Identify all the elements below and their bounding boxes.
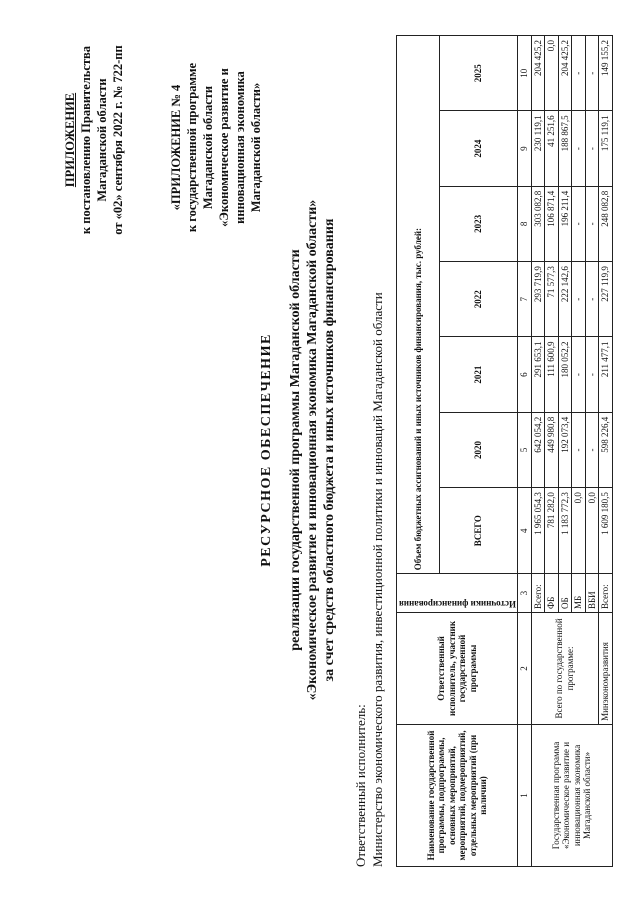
value-cell: - [585, 412, 599, 487]
appendix-line: к постановлению Правительства [79, 45, 93, 235]
header-year: 2020 [440, 412, 518, 487]
value-cell: 41 251,6 [545, 111, 559, 186]
source-cell: ФБ [545, 574, 559, 613]
col-number: 1 [518, 724, 532, 866]
value-cell: 227 119,9 [599, 262, 613, 337]
value-cell: 598 226,4 [599, 412, 613, 487]
value-cell: 1 183 772,3 [558, 488, 572, 574]
col-number: 4 [518, 488, 532, 574]
source-cell: ОБ [558, 574, 572, 613]
value-cell: 106 871,4 [545, 186, 559, 261]
value-cell: 222 142,6 [558, 262, 572, 337]
source-cell: МБ [572, 574, 586, 613]
appendix4-line: «Экономическое развитие и [217, 68, 231, 227]
col-number: 10 [518, 36, 532, 111]
appendix-title: ПРИЛОЖЕНИЕ [63, 92, 77, 188]
header-name: Наименование государственной программы, подпрограммы, основных мероприятий, мероприятий, подмероприятий, отдельных мероприятий (при наличии) [397, 724, 518, 866]
value-cell: 71 577,3 [545, 262, 559, 337]
appendix4-header [168, 5, 264, 290]
value-cell: 0,0 [572, 488, 586, 574]
executor-ministry-cell: Минэкономразвития [599, 612, 613, 724]
title-line: «Экономическое развитие и инновационная экономика Магаданской области» [305, 199, 320, 701]
value-cell: 1 609 180,5 [599, 488, 613, 574]
resource-table [396, 35, 613, 867]
value-cell: - [572, 111, 586, 186]
value-cell: 149 155,2 [599, 36, 613, 111]
header-volume: Объем бюджетных ассигнований и иных источников финансирования, тыс. рублей: [397, 36, 440, 574]
header-row [397, 36, 440, 867]
column-number-row [518, 36, 532, 867]
value-cell: 293 719,9 [531, 262, 545, 337]
col-number: 8 [518, 186, 532, 261]
header-year: 2025 [440, 36, 518, 111]
col-number: 6 [518, 337, 532, 412]
header-year: 2023 [440, 186, 518, 261]
value-cell: - [572, 337, 586, 412]
document-title [258, 140, 338, 760]
value-cell: 449 980,8 [545, 412, 559, 487]
source-cell: ВБИ [585, 574, 599, 613]
title-main: РЕСУРСНОЕ ОБЕСПЕЧЕНИЕ [259, 333, 274, 567]
value-cell: 781 282,0 [545, 488, 559, 574]
header-year: 2021 [440, 337, 518, 412]
appendix4-title: «ПРИЛОЖЕНИЕ № 4 [169, 84, 183, 211]
appendix4-line: Магаданской области [201, 85, 215, 210]
value-cell: 111 600,9 [545, 337, 559, 412]
source-cell: Всего: [531, 574, 545, 613]
appendix4-line: инновационная экономика [233, 71, 247, 224]
value-cell: - [572, 412, 586, 487]
appendix-line: Магаданской области [95, 78, 109, 202]
title-line: реализации государственной программы Магаданской области [288, 249, 303, 651]
value-cell: 175 119,1 [599, 111, 613, 186]
value-cell: - [572, 36, 586, 111]
value-cell: 0,0 [545, 36, 559, 111]
col-number: 2 [518, 612, 532, 724]
value-cell: - [585, 111, 599, 186]
value-cell: - [585, 262, 599, 337]
value-cell: - [572, 262, 586, 337]
header-year: 2022 [440, 262, 518, 337]
value-cell: 188 867,5 [558, 111, 572, 186]
table-row [531, 36, 545, 867]
value-cell: - [585, 36, 599, 111]
value-cell: 248 082,8 [599, 186, 613, 261]
col-number: 5 [518, 412, 532, 487]
responsible-executor [352, 167, 386, 867]
value-cell: 211 477,1 [599, 337, 613, 412]
program-name-cell: Государственная программа «Экономическое развитие и инновационная экономика Магаданской области» [531, 724, 612, 866]
value-cell: 0,0 [585, 488, 599, 574]
value-cell: - [572, 186, 586, 261]
executor-total-cell: Всего по государственной программе: [531, 612, 599, 724]
value-cell: - [585, 337, 599, 412]
col-number: 7 [518, 262, 532, 337]
appendix-date: от «02» сентября 2022 г. № 722-пп [111, 45, 125, 235]
value-cell: 291 653,1 [531, 337, 545, 412]
value-cell: 204 425,2 [558, 36, 572, 111]
value-cell: 180 052,2 [558, 337, 572, 412]
value-cell: - [585, 186, 599, 261]
appendix4-line: к государственной программе [185, 62, 199, 233]
value-cell: 303 082,8 [531, 186, 545, 261]
appendix-header [62, 10, 126, 270]
responsible-label: Ответственный исполнитель: [353, 704, 368, 867]
responsible-value: Министерство экономического развития, инвестиционной политики и инноваций Магаданской области [370, 292, 385, 867]
header-executor: Ответственный исполнитель, участник государственной программы [397, 612, 518, 724]
header-source [397, 574, 518, 613]
header-source-text: Источники финансирования [398, 598, 516, 609]
value-cell: 1 965 054,3 [531, 488, 545, 574]
value-cell: 204 425,2 [531, 36, 545, 111]
title-line: за счет средств областного бюджета и иных источников финансирования [322, 218, 337, 682]
value-cell: 230 119,1 [531, 111, 545, 186]
header-year: 2024 [440, 111, 518, 186]
col-number: 3 [518, 574, 532, 613]
header-total: ВСЕГО [440, 488, 518, 574]
value-cell: 196 211,4 [558, 186, 572, 261]
value-cell: 192 073,4 [558, 412, 572, 487]
col-number: 9 [518, 111, 532, 186]
value-cell: 642 054,2 [531, 412, 545, 487]
appendix4-line: Магаданской области» [249, 82, 263, 213]
source-cell: Всего: [599, 574, 613, 613]
